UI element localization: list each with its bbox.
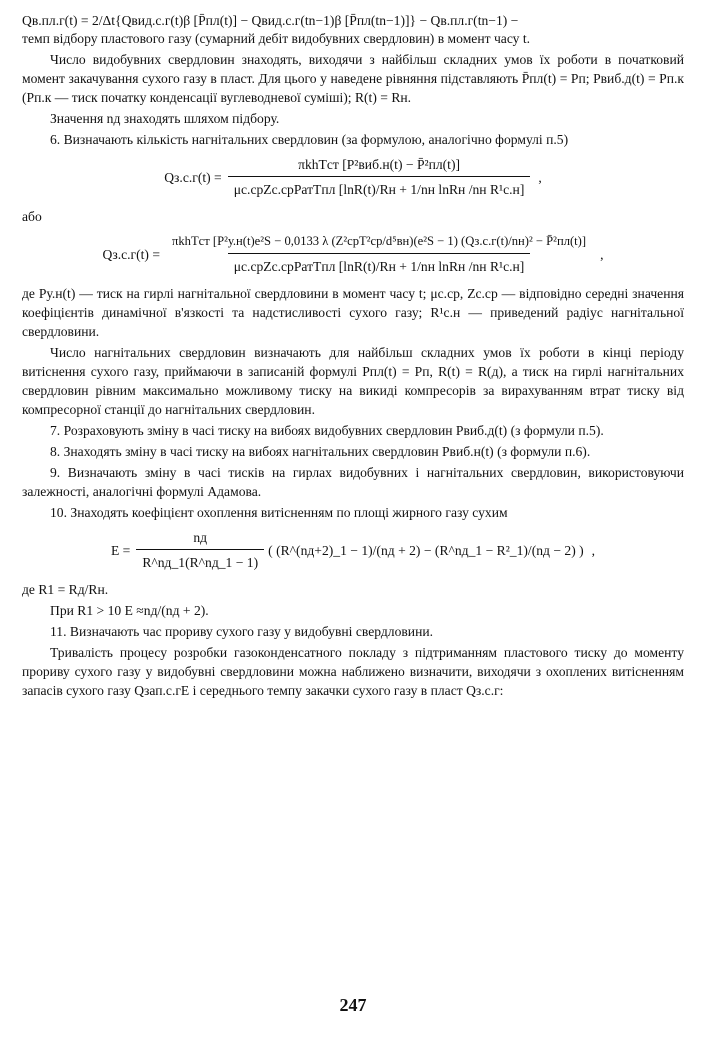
paragraph-when-r1: При R1 > 10 E ≈nд/(nд + 2). (50, 603, 209, 618)
paragraph-where-r1: де R1 = Rд/Rн. (22, 582, 109, 597)
formula-fraction (136, 528, 264, 572)
formula-injection-rate (22, 155, 684, 199)
formula-lhs: Qз.с.г(t) = (102, 246, 161, 262)
paragraph-number-injection-wells: Число нагнітальних свердловин визначають для найбільш складних умов їх роботи в кінці періоду витіснення сухого газу, приймаючи в записаній формулі Pпл(t) = Pп, R(t) = R(д), а тиск на гирлі нагнітальних свердловин рівним максимально можливому тиску на викиді компресорів за вирахуванням втрат тиску від компресорної станції до нагнітальних свердловин. (22, 345, 684, 417)
page-number: 247 (339, 995, 367, 1015)
paragraph-step-7: 7. Розраховують зміну в часі тиску на вибоях видобувних свердловин Pвиб.д(t) (з формули п.5). (50, 423, 604, 438)
formula-injection-rate-alt (22, 232, 684, 276)
paragraph-step-11: 11. Визначають час прориву сухого газу у видобувні свердловини. (50, 624, 434, 639)
paragraph-duration: Тривалість процесу розробки газоконденсатного покладу з підтриманням пластового тиску до моменту прориву сухого газу у видобувні свердловини можна наближено визначити, виходячи з охоплених витісненням запасів сухого газу Qзап.с.гE і середнього темпу закачки сухого газу в пласт Qз.с.г: (22, 645, 684, 698)
formula-coverage-coefficient (22, 528, 684, 572)
formula-comma: , (538, 169, 542, 185)
formula-fraction (166, 232, 592, 276)
formula-lhs: E = (110, 542, 131, 558)
paragraph-temp-definition: темп відбору пластового газу (сумарний дебіт видобувних свердловин) в момент часу t. (22, 31, 531, 46)
paragraph-step-6: 6. Визначають кількість нагнітальних свердловин (за формулою, аналогічно формулі п.5) (50, 132, 569, 147)
formula-lhs: Qз.с.г(t) = (164, 169, 222, 185)
formula-numerator: πkhTст [P²виб.н(t) − P̄²пл(t)] (298, 157, 461, 172)
formula-comma: , (600, 246, 604, 262)
paragraph-number-production-wells: Число видобувних свердловин знаходять, виходячи з найбільш складних умов їх роботи в початковий момент закачування сухого газу в пласт. Для цього у наведене рівняння підставляють P̄пл(t) = Pп; Pвиб.д(t) = Pп.к (Pп.к — тиск початку конденсації вуглеводневої суміші); R(t) = Rн. (22, 52, 684, 105)
paragraph-nd-value: Значення nд знаходять шляхом підбору. (50, 111, 280, 126)
formula-fraction (228, 155, 531, 199)
paragraph-step-9: 9. Визначають зміну в часі тисків на гирлах видобувних і нагнітальних свердловин, використовуючи залежності, аналогічні формулі Адамова. (22, 465, 684, 499)
formula-denominator: R^nд_1(R^nд_1 − 1) (136, 549, 264, 572)
paragraph-where-definitions: де Pу.н(t) — тиск на гирлі нагнітальної свердловини в момент часу t; μс.ср, Zс.ср — відповідно середні значення коефіцієнтів динамічної в'язкості та надстисливості сухого газу; R¹с.н — приведений радіус нагнітальної свердловини. (22, 286, 684, 339)
formula-bracket-term: ( (R^(nд+2)_1 − 1)/(nд + 2) − (R^nд_1 − R²_1)/(nд − 2) ) (268, 542, 584, 558)
formula-numerator: nд (193, 530, 208, 545)
paragraph-abo: або (22, 209, 42, 224)
paragraph-step-10: 10. Знаходять коефіцієнт охоплення витісненням по площі жирного газу сухим (50, 505, 508, 520)
paragraph-step-8: 8. Знаходять зміну в часі тиску на вибоях нагнітальних свердловин Pвиб.н(t) (з формули п.6). (50, 444, 591, 459)
formula-temp-equation: Qв.пл.г(t) = 2/Δt{Qвид.с.г(t)β [P̄пл(t)] − Qвид.с.г(tn−1)β [P̄пл(tn−1)]} − Qв.пл.г(tn−1) − (22, 13, 519, 28)
formula-numerator: πkhTст [P²у.н(t)e²S − 0,0133 λ (Z²срT²ср/d⁵вн)(e²S − 1) (Qз.с.г(t)/nн)² − P̄²пл(t)] (172, 234, 587, 248)
formula-denominator: μс.срZс.срPатTпл [lnR(t)/Rн + 1/nн lnRн /nн R¹с.н] (228, 176, 531, 199)
formula-denominator: μс.срZс.срPатTпл [lnR(t)/Rн + 1/nн lnRн /nн R¹с.н] (228, 253, 531, 276)
formula-comma: , (591, 542, 596, 558)
